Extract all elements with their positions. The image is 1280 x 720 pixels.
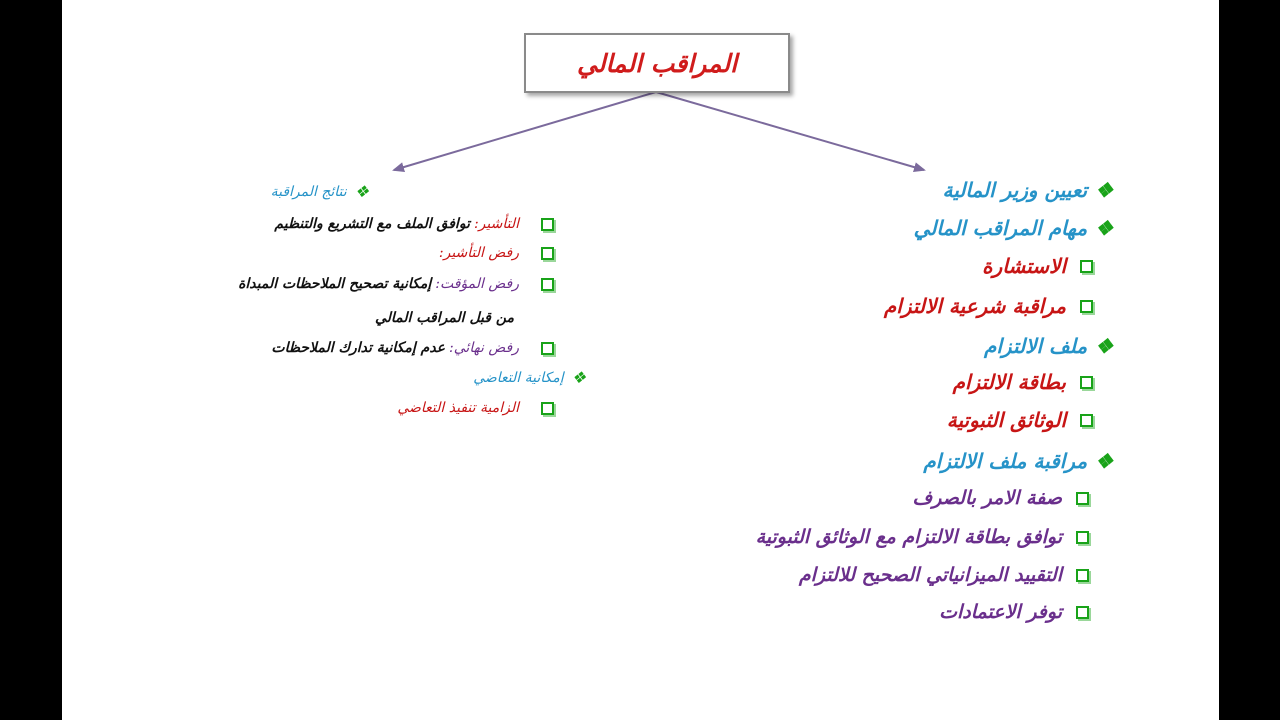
checkbox-bullet-icon [1080, 260, 1093, 273]
right-control-item [913, 487, 1089, 509]
right-task-item [982, 254, 1093, 278]
item-label: الوثائق الثبوتية [946, 408, 1066, 432]
page-title: المراقب المالي [576, 48, 738, 78]
item-label: بطاقة الالتزام [952, 370, 1066, 394]
diamond-bullet-icon: ❖ [1095, 178, 1113, 202]
checkbox-bullet-icon [541, 402, 554, 415]
header-label: ملف الالتزام [983, 334, 1088, 358]
item-label: توافق بطاقة الالتزام مع الوثائق الثبوتية [755, 526, 1062, 548]
checkbox-bullet-icon [1080, 414, 1093, 427]
item-label: توفر الاعتمادات [939, 601, 1062, 623]
slide [62, 0, 1219, 720]
right-file-item [953, 370, 1093, 394]
checkbox-bullet-icon [1076, 492, 1089, 505]
diamond-bullet-icon: ❖ [571, 368, 586, 387]
checkbox-bullet-icon [1076, 606, 1089, 619]
item-label: تعيين وزير المالية [942, 178, 1088, 202]
result-text: إمكانية تصحيح الملاحظات المبداة [238, 276, 432, 292]
right-task-item [884, 294, 1093, 318]
left-result-item [238, 276, 554, 292]
checkbox-bullet-icon [1080, 376, 1093, 389]
result-label: رفض المؤقت: [435, 276, 519, 292]
item-label: التقييد الميزانياتي الصحيح للالتزام [798, 564, 1062, 586]
checkbox-bullet-icon [541, 342, 554, 355]
item-label: مراقبة شرعية الالتزام [883, 294, 1066, 318]
right-header-file [984, 334, 1113, 358]
title-box [524, 33, 790, 93]
left-header-results [271, 184, 369, 200]
header-label: نتائج المراقبة [270, 184, 347, 200]
checkbox-bullet-icon [1080, 300, 1093, 313]
right-control-item [756, 526, 1089, 548]
right-header-tasks [914, 216, 1113, 240]
right-header-control [923, 449, 1113, 473]
right-control-item [799, 564, 1089, 586]
arrow-left [394, 92, 656, 170]
right-control-item [939, 601, 1089, 623]
diamond-bullet-icon: ❖ [354, 182, 369, 201]
left-result-item [274, 216, 554, 232]
result-label: التأشير: [473, 216, 519, 232]
checkbox-bullet-icon [1076, 569, 1089, 582]
checkbox-bullet-icon [1076, 531, 1089, 544]
item-label: الزامية تنفيذ التعاضي [397, 400, 519, 416]
result-text-continuation: من قبل المراقب المالي [374, 310, 514, 326]
checkbox-bullet-icon [541, 218, 554, 231]
header-label: إمكانية التعاضي [473, 370, 564, 386]
item-label: صفة الامر بالصرف [912, 487, 1062, 509]
checkbox-bullet-icon [541, 247, 554, 260]
left-override-item [397, 400, 554, 416]
header-label: مراقبة ملف الالتزام [923, 449, 1088, 473]
left-header-override [473, 370, 586, 386]
checkbox-bullet-icon [541, 278, 554, 291]
right-item-minister [943, 178, 1113, 202]
result-text: توافق الملف مع التشريع والتنظيم [274, 216, 470, 232]
left-result-item [271, 340, 554, 356]
diamond-bullet-icon: ❖ [1095, 449, 1113, 473]
arrow-right [656, 92, 924, 170]
result-label: رفض التأشير: [438, 245, 519, 261]
diamond-bullet-icon: ❖ [1095, 334, 1113, 358]
header-label: مهام المراقب المالي [913, 216, 1088, 240]
result-label: رفض نهائي: [449, 340, 519, 356]
result-text: عدم إمكانية تدارك الملاحظات [271, 340, 446, 356]
left-result-item [439, 245, 554, 261]
right-file-item [947, 408, 1093, 432]
diamond-bullet-icon: ❖ [1095, 216, 1113, 240]
item-label: الاستشارة [982, 254, 1066, 278]
